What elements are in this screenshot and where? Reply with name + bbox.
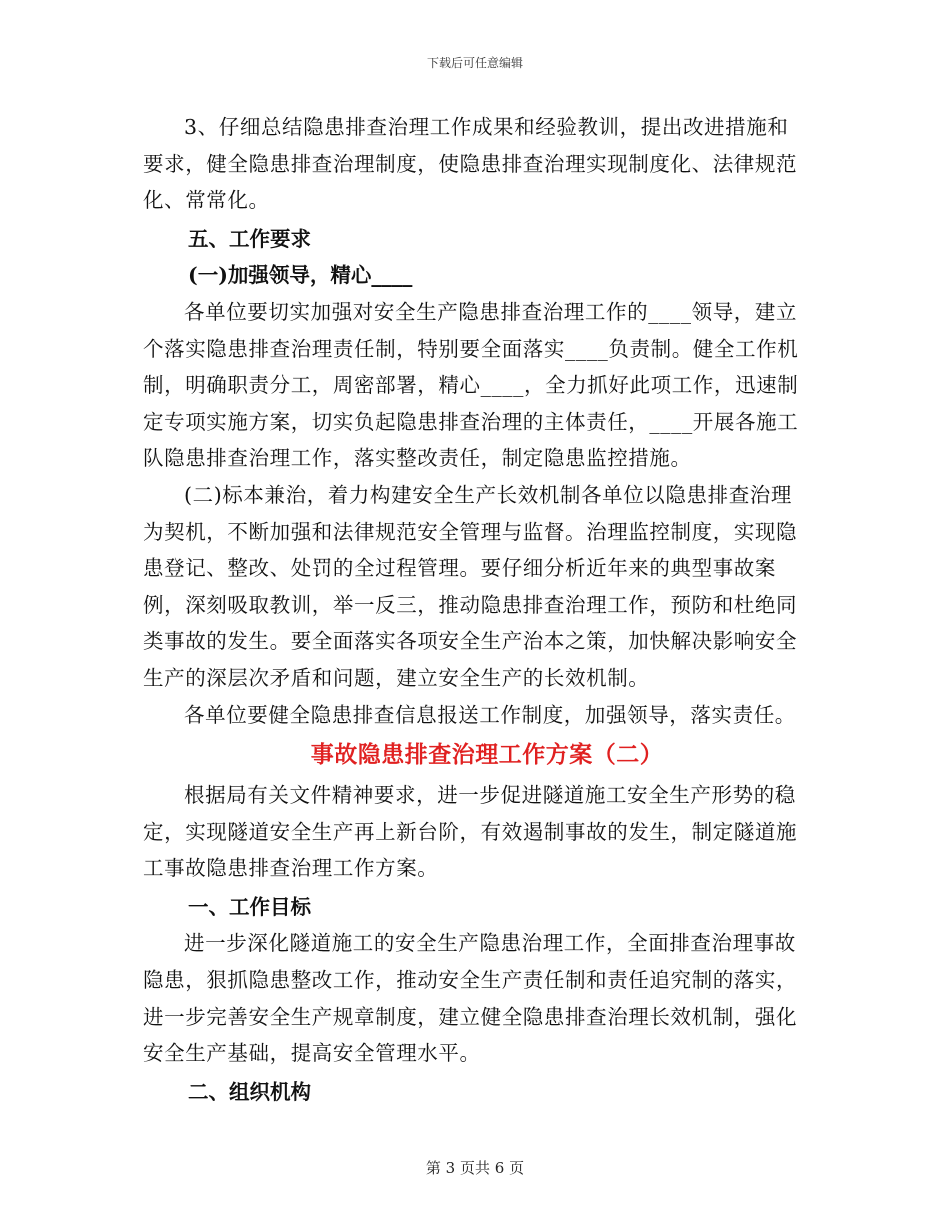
document-body	[143, 109, 805, 1110]
paragraph-long-term-mechanism: (二)标本兼治，着力构建安全生产长效机制各单位以隐患排查治理为契机，不断加强和法律规范安全管理与监督。治理监控制度，实现隐患登记、整改、处罚的全过程管理。要仔细分析近年来的典型事故案例，深刻吸取教训，举一反三，推动隐患排查治理工作，预防和杜绝同类事故的发生。要全面落实各项安全生产治本之策，加快解决影响安全生产的深层次矛盾和问题，建立安全生产的长效机制。	[143, 482, 798, 690]
paragraph-reporting: 各单位要健全隐患排查信息报送工作制度，加强领导，落实责任。	[184, 702, 796, 727]
page-footer: 第 3 页共 6 页	[425, 1159, 525, 1177]
section-heading-work-requirements: 五、工作要求	[188, 226, 311, 251]
paragraph-intro: 根据局有关文件精神要求，进一步促进隧道施工安全生产形势的稳定，实现隧道安全生产再上新台阶，有效遏制事故的发生，制定隧道施工事故隐患排查治理工作方案。	[143, 783, 798, 881]
paragraph-goal: 进一步深化隧道施工的安全生产隐患治理工作，全面排查治理事故隐患，狠抓隐患整改工作，推动安全生产责任制和责任追究制的落实，进一步完善安全生产规章制度，建立健全隐患排查治理长效机制，强化安全生产基础，提高安全管理水平。	[143, 931, 798, 1066]
document-title-part-two: 事故隐患排查治理工作方案（二）	[310, 741, 664, 769]
section-heading-organization: 二、组织机构	[188, 1079, 311, 1104]
paragraph-leadership: 各单位要切实加强对安全生产隐患排查治理工作的____领导，建立个落实隐患排查治理责任制，特别要全面落实____负责制。健全工作机制，明确职责分工，周密部署，精心____，全力抓好此项工作，迅速制定专项实施方案，切实负起隐患排查治理的主体责任，____开展各施工队隐患排查治理工作，落实整改责任，制定隐患监控措施。	[143, 299, 799, 471]
page-header: 下载后可任意编辑	[426, 56, 523, 70]
paragraph-summary: 3、仔细总结隐患排查治理工作成果和经验教训，提出改进措施和要求，健全隐患排查治理制度，使隐患排查治理实现制度化、法律规范化、常常化。	[143, 115, 798, 213]
section-heading-work-goal: 一、工作目标	[188, 894, 311, 919]
subsection-heading-leadership: (一)加强领导，精心____	[188, 263, 413, 288]
